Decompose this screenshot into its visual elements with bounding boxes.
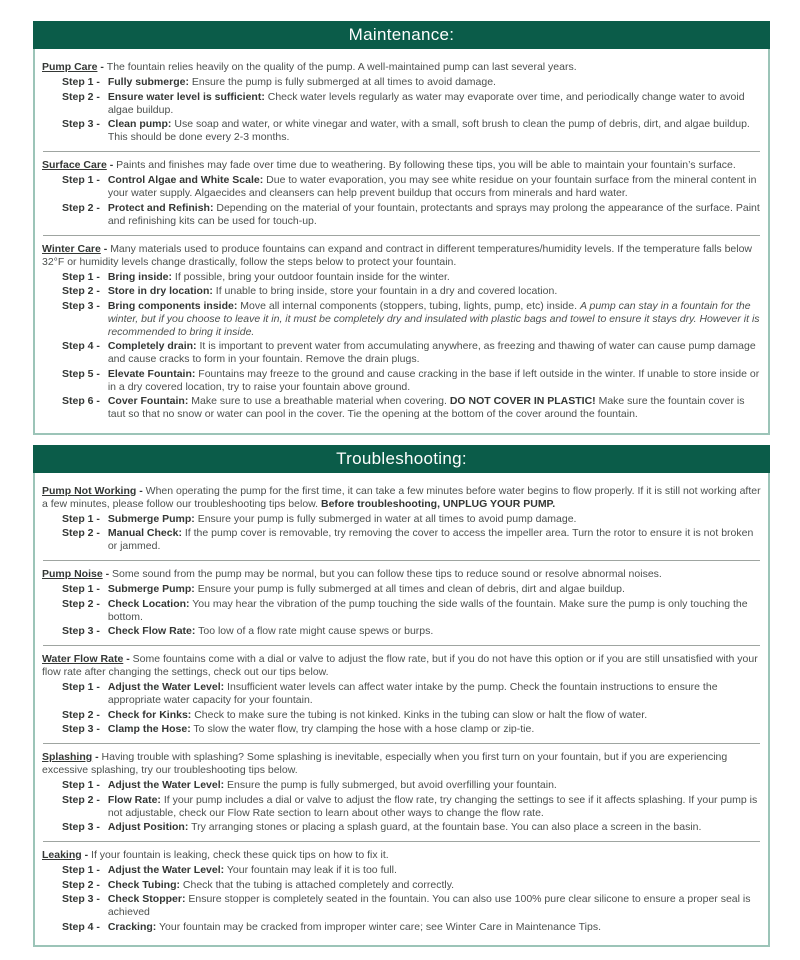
step-label: Step 3 - <box>62 723 103 735</box>
step-text <box>108 340 761 366</box>
group-heading: Pump Care <box>42 61 98 73</box>
step-row <box>62 300 761 339</box>
step-text <box>108 625 761 638</box>
step-label: Step 1 - <box>62 174 103 186</box>
text-run: If possible, bring your outdoor fountain inside for the winter. <box>172 270 450 283</box>
step-label: Step 2 - <box>62 285 103 297</box>
heading-separator: - <box>102 568 113 580</box>
text-run: Adjust the Water Level: <box>107 864 225 876</box>
step-label: Step 1 - <box>62 270 103 283</box>
step-text <box>108 395 761 421</box>
text-run: Adjust Position: <box>107 821 189 833</box>
step-row <box>62 91 761 117</box>
text-run: To slow the water flow, try clamping the hose with a hose clamp or zip-tie. <box>190 723 535 735</box>
step-label: Step 6 - <box>62 395 103 407</box>
step-label: Step 5 - <box>62 367 103 380</box>
heading-separator: - <box>123 653 133 665</box>
group-intro <box>42 485 761 511</box>
step-label: Step 2 - <box>62 708 103 721</box>
text-run: Clean pump: <box>107 118 172 130</box>
step-label: Step 2 - <box>62 597 103 610</box>
step-text <box>108 118 761 144</box>
text-run: If the pump cover is removable, try removing the cover to access the impeller area. Turn the rotor to ensure it is not broken or jammed. <box>107 527 754 552</box>
step-row <box>62 340 761 366</box>
step-text <box>108 202 761 228</box>
text-run: Use soap and water, or white vinegar and water, with a small, soft brush to clean the pump of debris, dirt, and algae buildup. This should be done every 2-3 months. <box>107 118 750 143</box>
step-label: Step 2 - <box>62 90 103 103</box>
step-label: Step 2 - <box>62 793 103 806</box>
step-row <box>62 271 761 284</box>
text-run: Adjust the Water Level: <box>107 779 225 791</box>
section-header-troubleshooting <box>33 445 770 473</box>
heading-separator: - <box>106 159 117 171</box>
text-run: Ensure your pump is fully submerged at all times and clean of debris, dirt and algae buildup. <box>194 583 625 595</box>
section-content-maintenance <box>33 49 770 435</box>
text-run: Before troubleshooting, UNPLUG YOUR PUMP. <box>321 497 556 510</box>
step-label: Step 3 - <box>62 625 103 637</box>
step-label: Step 1 - <box>62 779 103 791</box>
group-heading: Pump Noise <box>42 568 103 580</box>
step-text <box>108 91 761 117</box>
text-run: If your fountain is leaking, check these quick tips on how to fix it. <box>91 849 389 861</box>
step-label: Step 3 - <box>62 893 103 905</box>
step-text <box>108 921 761 934</box>
text-run: The fountain relies heavily on the quality of the pump. A well-maintained pump can last several years. <box>106 61 577 73</box>
text-run: Cover Fountain: <box>107 395 189 407</box>
group-divider <box>43 645 760 646</box>
step-text <box>108 893 761 919</box>
step-text <box>108 723 761 736</box>
text-run: Flow Rate: <box>107 793 161 806</box>
group-heading: Surface Care <box>42 159 107 171</box>
text-run: Check Stopper: <box>107 893 186 905</box>
group-divider <box>43 151 760 152</box>
text-run: Check for Kinks: <box>107 708 192 721</box>
text-run: When operating the pump for the first time, it can take a few minutes before water begins to flow properly. If it is still not working after a few minutes, please follow our troubleshooting tips below. <box>42 484 761 510</box>
step-row <box>62 625 761 638</box>
step-row <box>62 583 761 596</box>
step-text <box>108 583 761 596</box>
text-run: Check that the tubing is attached completely and correctly. <box>179 878 455 891</box>
group-heading: Leaking <box>42 849 82 861</box>
step-label: Step 1 - <box>62 583 103 595</box>
step-label: Step 4 - <box>62 340 103 352</box>
group-intro <box>42 653 761 679</box>
text-run: Check water levels regularly as water may evaporate over time, and periodically change water to avoid algae buildup. <box>107 90 745 116</box>
text-run: Too low of a flow rate might cause spews or burps. <box>195 625 434 637</box>
step-row <box>62 879 761 892</box>
heading-separator: - <box>97 61 107 73</box>
step-label: Step 3 - <box>62 821 103 833</box>
step-label: Step 2 - <box>62 527 103 539</box>
text-run: DO NOT COVER IN PLASTIC! <box>449 395 596 407</box>
step-text <box>108 76 761 89</box>
step-label: Step 1 - <box>62 76 103 88</box>
text-run: Elevate Fountain: <box>107 367 196 380</box>
step-label: Step 2 - <box>62 201 103 214</box>
step-row <box>62 893 761 919</box>
text-run: Check Flow Rate: <box>107 625 196 637</box>
step-text <box>108 794 761 820</box>
section-troubleshooting <box>33 445 770 948</box>
text-run: Some sound from the pump may be normal, but you can follow these tips to reduce sound or resolve abnormal noises. <box>112 568 662 580</box>
step-row <box>62 527 761 553</box>
group-divider <box>43 560 760 561</box>
text-run: A pump can stay in a fountain for the winter, but if you choose to leave it in, it must be completely dry and insulated with plastic bags and towel to ensure it stays dry. However it is recommended to bring it inside. <box>107 299 760 338</box>
text-run: Your fountain may leak if it is too full. <box>224 864 397 876</box>
group-divider <box>43 841 760 842</box>
step-row <box>62 864 761 877</box>
text-run: Fountains may freeze to the ground and cause cracking in the base if left outside in the winter. If unable to store inside or in a dry covered location, try to raise your fountain above ground. <box>107 367 760 393</box>
step-row <box>62 794 761 820</box>
text-run: Check Tubing: <box>107 878 180 891</box>
text-run: Depending on the material of your fountain, protectants and sprays may prolong the appearance of the surface. Paint and refinishing kits can be used for touch-up. <box>107 201 760 227</box>
group-divider <box>43 743 760 744</box>
group-heading: Pump Not Working <box>42 484 137 497</box>
step-text <box>108 709 761 722</box>
step-row <box>62 681 761 707</box>
section-title: Maintenance: <box>348 25 455 44</box>
step-label: Step 1 - <box>62 864 103 876</box>
text-run: Fully submerge: <box>107 76 189 88</box>
text-run: Bring components inside: <box>107 299 238 312</box>
text-run: Make sure the fountain cover is taut so that no snow or water can pool in the cover. Tie the opening at the bottom of the cover around the fountain. <box>107 395 745 420</box>
group-intro <box>42 751 761 777</box>
step-text <box>108 300 761 339</box>
step-text <box>108 779 761 792</box>
section-maintenance <box>33 21 770 435</box>
step-row <box>62 921 761 934</box>
text-run: Check Location: <box>107 597 190 610</box>
step-text <box>108 285 761 298</box>
step-text <box>108 879 761 892</box>
text-run: If unable to bring inside, store your fountain in a dry and covered location. <box>212 285 558 297</box>
step-text <box>108 598 761 624</box>
step-row <box>62 285 761 298</box>
text-run: Your fountain may be cracked from improper winter care; see Winter Care in Maintenance Tips. <box>156 920 601 933</box>
group-heading: Water Flow Rate <box>42 653 124 665</box>
step-label: Step 3 - <box>62 299 103 312</box>
step-row <box>62 395 761 421</box>
text-run: You may hear the vibration of the pump touching the side walls of the fountain. Make sure the pump is only touching the bottom. <box>107 597 748 623</box>
text-run: Check to make sure the tubing is not kinked. Kinks in the tubing can slow or halt the flow of water. <box>191 708 648 721</box>
group-divider <box>43 235 760 236</box>
text-run: Adjust the Water Level: <box>107 681 225 693</box>
step-text <box>108 864 761 877</box>
text-run: Ensure stopper is completely seated in the fountain. You can also use 100% pure clear silicone to ensure a proper seal is achieved <box>107 893 751 918</box>
text-run: Bring inside: <box>107 270 173 283</box>
step-row <box>62 598 761 624</box>
text-run: Try arranging stones or placing a splash guard, at the fountain base. You can also place a screen in the basin. <box>188 821 702 833</box>
section-title: Troubleshooting: <box>336 448 467 468</box>
step-text <box>108 821 761 834</box>
step-row <box>62 368 761 394</box>
text-run: Move all internal components (stoppers, tubing, lights, pump, etc) inside. <box>237 299 580 312</box>
step-row <box>62 513 761 526</box>
text-run: Make sure to use a breathable material when covering. <box>188 395 450 407</box>
text-run: Store in dry location: <box>107 285 213 297</box>
step-text <box>108 174 761 200</box>
step-label: Step 1 - <box>62 512 103 525</box>
heading-separator: - <box>81 849 92 861</box>
text-run: Control Algae and White Scale: <box>107 174 264 186</box>
step-row <box>62 723 761 736</box>
text-run: If your pump includes a dial or valve to adjust the flow rate, try changing the settings to see if it affects splashing. If your pump is not adjustable, check our Flow Rate section to learn about other ways to change the flow rate. <box>107 793 758 819</box>
step-text <box>108 527 761 553</box>
step-row <box>62 202 761 228</box>
group-intro <box>42 159 761 172</box>
section-content-troubleshooting <box>33 473 770 948</box>
step-label: Step 1 - <box>62 681 103 693</box>
group-heading: Splashing <box>42 751 93 763</box>
group-intro <box>42 849 761 862</box>
text-run: Submerge Pump: <box>107 512 195 525</box>
group-intro <box>42 243 761 269</box>
text-run: Ensure water level is sufficient: <box>107 90 265 103</box>
step-row <box>62 821 761 834</box>
heading-separator: - <box>136 484 146 497</box>
text-run: Manual Check: <box>107 527 182 539</box>
step-label: Step 4 - <box>62 920 103 933</box>
text-run: Ensure your pump is fully submerged in water at all times to avoid pump damage. <box>194 512 577 525</box>
step-text <box>108 271 761 284</box>
group-intro <box>42 568 761 581</box>
text-run: Cracking: <box>107 920 157 933</box>
step-row <box>62 118 761 144</box>
step-row <box>62 76 761 89</box>
group-intro <box>42 61 761 74</box>
text-run: Completely drain: <box>107 340 197 352</box>
heading-separator: - <box>100 242 111 255</box>
text-run: Protect and Refinish: <box>107 201 214 214</box>
text-run: Some fountains come with a dial or valve to adjust the flow rate, but if you do not have this option or if you are still unsatisfied with your flow rate after changing the settings, check out our tips below. <box>42 653 758 678</box>
step-row <box>62 174 761 200</box>
step-text <box>108 681 761 707</box>
text-run: Many materials used to produce fountains can expand and contract in different temperatures/humidity levels. If the temperature falls below 32°F or humidity levels change drastically, follow the steps below to protect your fountain. <box>42 242 753 268</box>
text-run: Having trouble with splashing? Some splashing is inevitable, especially when you first turn on your fountain, but if you are experiencing excessive splashing, try our troubleshooting tips below. <box>42 751 728 776</box>
heading-separator: - <box>92 751 102 763</box>
text-run: Ensure the pump is fully submerged, but avoid overfilling your fountain. <box>224 779 557 791</box>
text-run: Clamp the Hose: <box>107 723 191 735</box>
text-run: Due to water evaporation, you may see white residue on your fountain surface from the mineral content in your water supply. Algaecides and cleansers can help prevent buildup that occurs from minerals and hard water. <box>107 174 757 199</box>
text-run: Ensure the pump is fully submerged at all times to avoid damage. <box>188 76 496 88</box>
step-row <box>62 779 761 792</box>
step-label: Step 3 - <box>62 118 103 130</box>
step-row <box>62 709 761 722</box>
step-label: Step 2 - <box>62 878 103 891</box>
text-run: It is important to prevent water from accumulating anywhere, as freezing and thawing of water can cause pump damage and cause cracks to form in your fountain. Remove the drain plugs. <box>107 340 756 365</box>
step-text <box>108 368 761 394</box>
text-run: Submerge Pump: <box>107 583 195 595</box>
step-text <box>108 513 761 526</box>
group-heading: Winter Care <box>42 242 101 255</box>
text-run: Insufficient water levels can affect water intake by the pump. Check the fountain instructions to ensure the appropriate water capacity for your fountain. <box>107 681 718 706</box>
text-run: Paints and finishes may fade over time due to weathering. By following these tips, you will be able to maintain your fountain’s surface. <box>116 159 736 171</box>
section-header-maintenance <box>33 21 770 49</box>
